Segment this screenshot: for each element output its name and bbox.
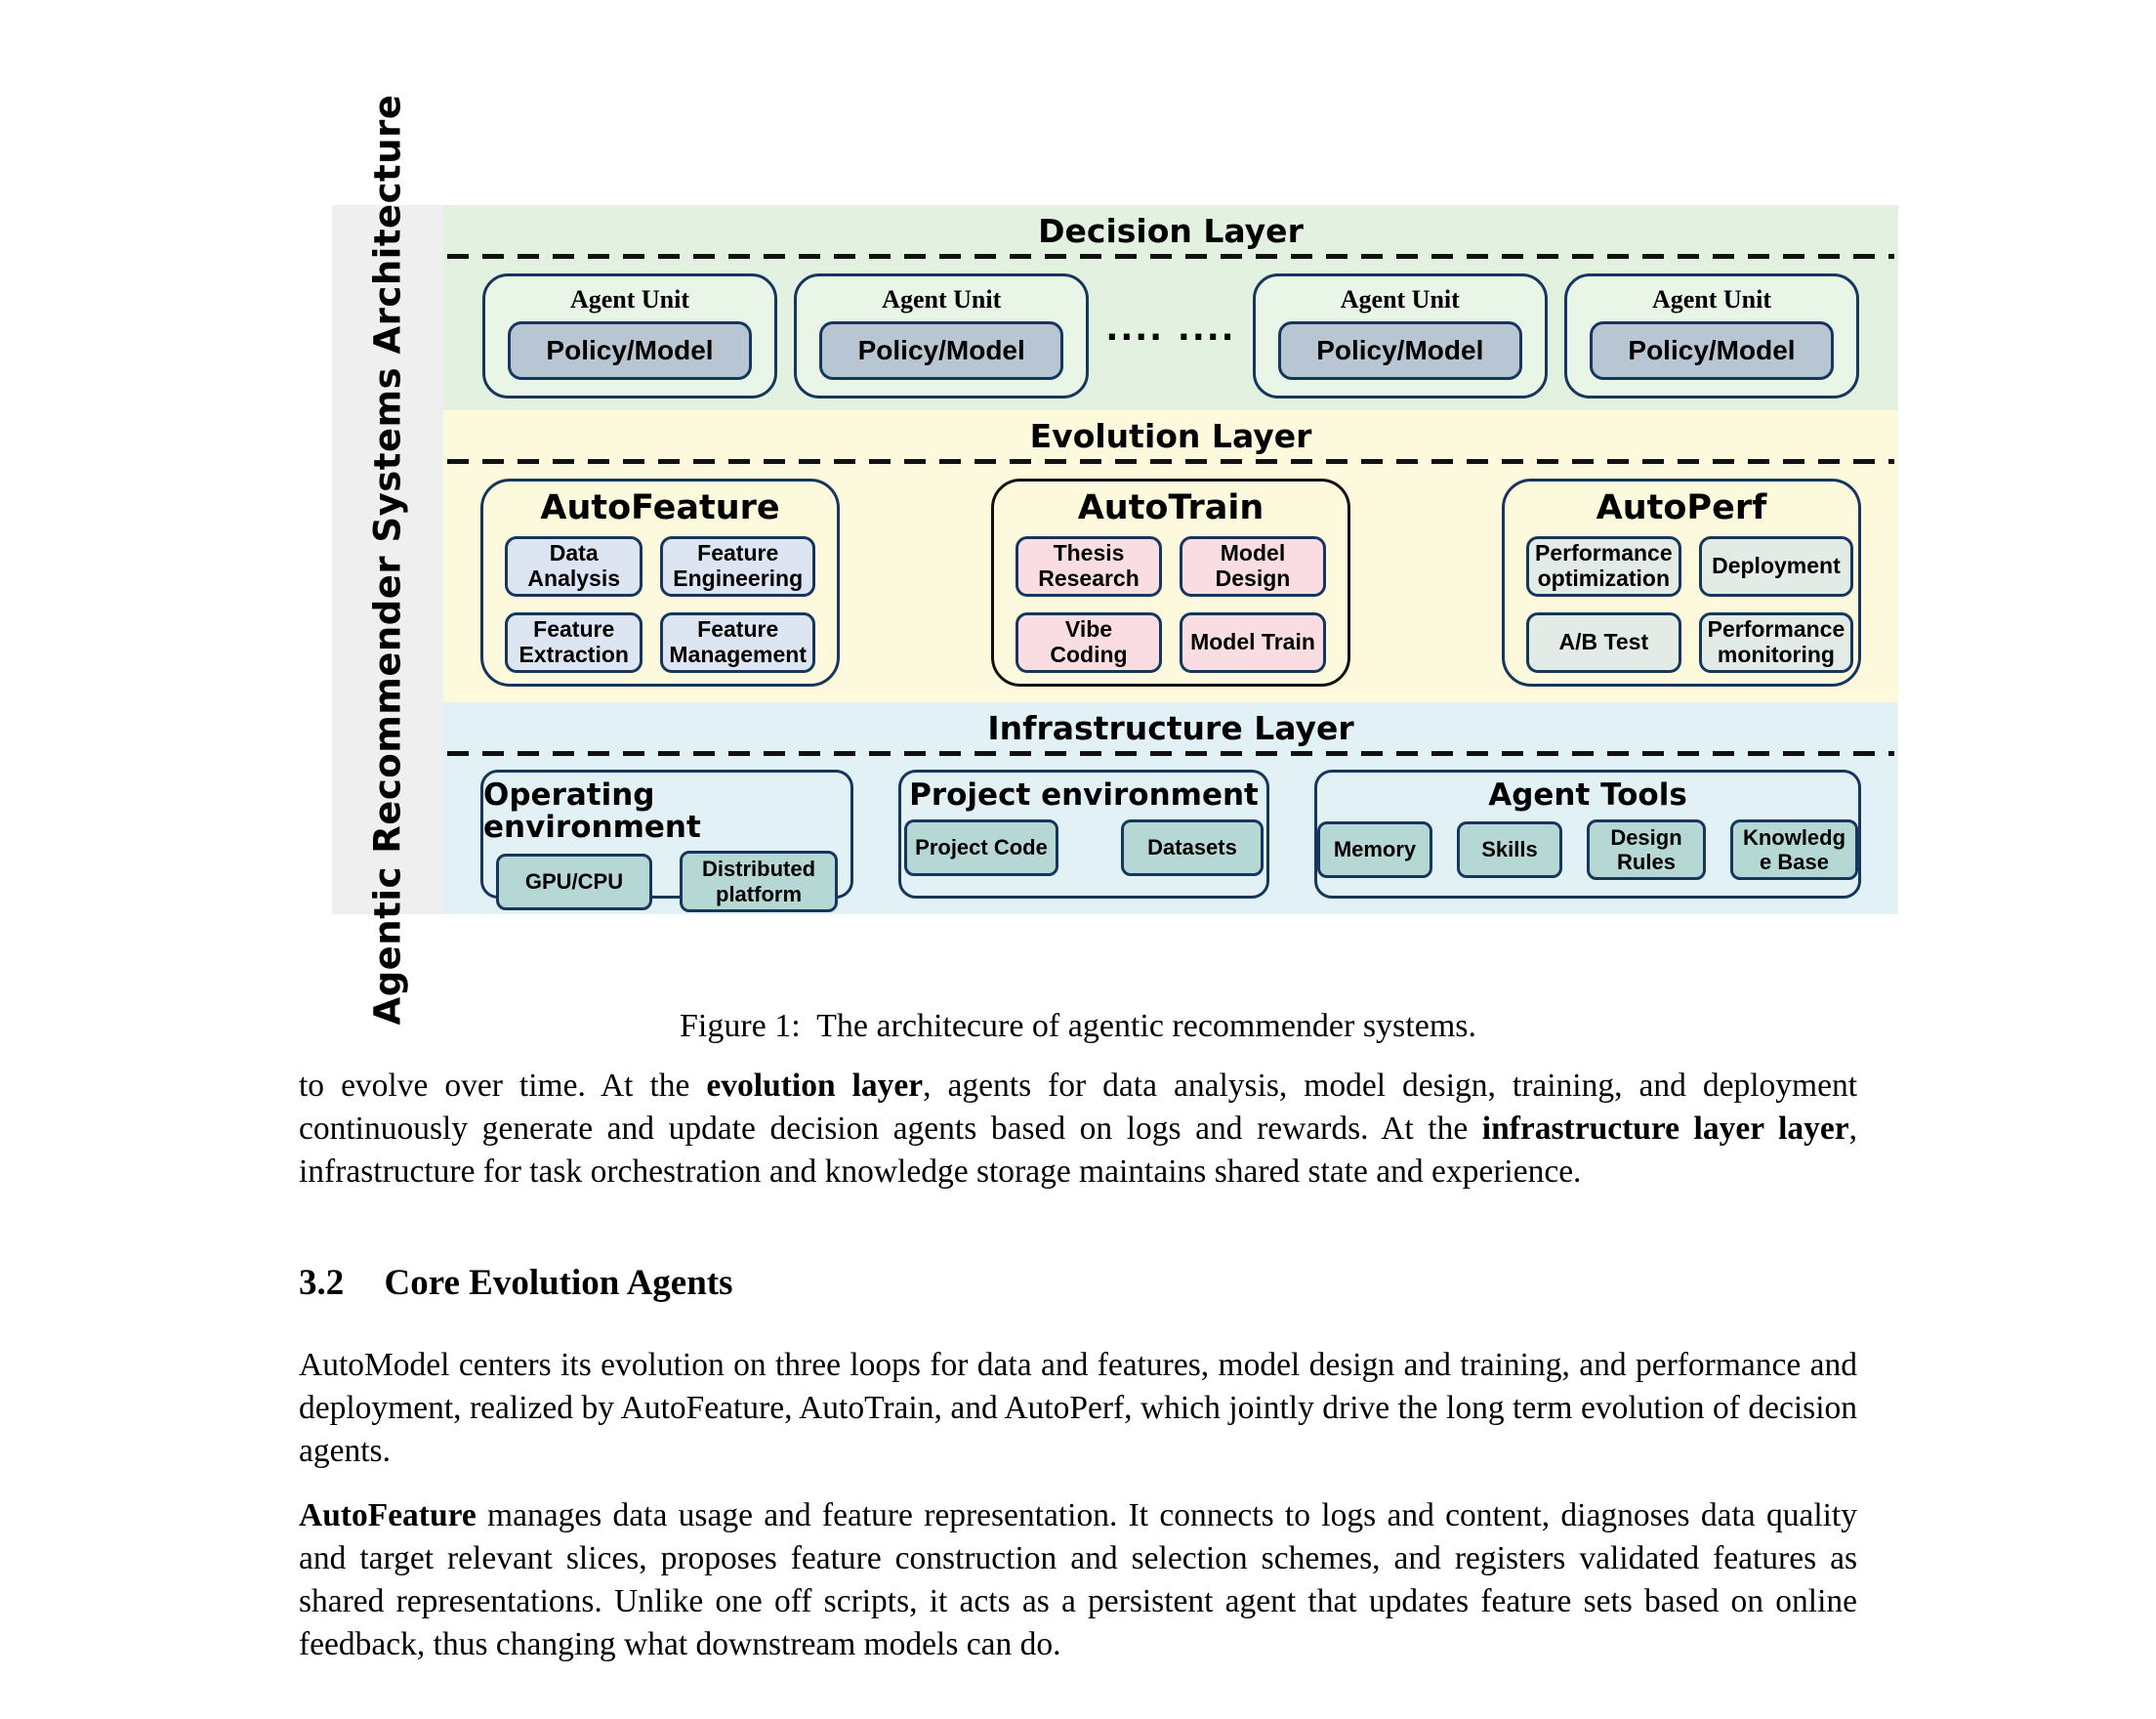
autofeature-group [480,479,840,687]
agent-unit-2 [794,273,1089,398]
section-heading [299,1262,1857,1305]
autotrain-title: AutoTrain [1077,488,1265,528]
feature-management-box: Feature Management [660,612,815,673]
evolution-layer-divider [447,459,1894,464]
agent-units-row [443,263,1898,409]
infrastructure-layer-title: Infrastructure Layer [987,709,1354,747]
decision-layer-title: Decision Layer [1038,212,1304,250]
policy-model-box: Policy/Model [1278,321,1522,380]
diagram-sidebar [332,94,443,1026]
model-design-box: Model Design [1180,536,1326,597]
paragraph-autofeature: AutoFeature manages data usage and feature representation. It connects to logs and content, diagnoses data quality and target relevant slices, proposes feature construction and selection schemes, and registers validated features as shared representations. Unlike one off scripts, it acts as a persistent agent that updates feature sets based on online feedback, thus changing what downstream models can do. [299,1497,1857,1662]
agent-unit-3 [1253,273,1548,398]
policy-model-box: Policy/Model [819,321,1063,380]
autoperf-title: AutoPerf [1596,488,1767,528]
datasets-box: Datasets [1121,819,1264,876]
thesis-research-box: Thesis Research [1016,536,1162,597]
autoperf-group [1502,479,1861,687]
paragraph-evolution-infrastructure: to evolve over time. At the evolution layer, agents for data analysis, model design, training, and deployment continuously generate and update decision agents based on logs and rewards. At the infrastructure layer layer, infrastructure for task orchestration and knowledge storage maintains shared state and experience. [299,1068,1857,1190]
design-rules-box: Design Rules [1587,819,1706,881]
infrastructure-groups-row [443,770,1898,906]
performance-optimization-box: Performance optimization [1526,536,1681,597]
diagram-bands [443,205,1898,914]
skills-box: Skills [1457,821,1562,878]
deployment-box: Deployment [1699,536,1854,597]
policy-model-box: Policy/Model [1590,321,1834,380]
paragraph-automodel: AutoModel centers its evolution on three loops for data and features, model design and training, and performance and deployment, realized by AutoFeature, AutoTrain, and AutoPerf, which jointly drive the long term evolution of decision agents. [299,1347,1857,1469]
vibe-coding-box: Vibe Coding [1016,612,1162,673]
agent-tools-title: Agent Tools [1488,777,1687,814]
evolution-layer-band [443,410,1898,702]
project-environment-group [898,770,1269,899]
operating-environment-items [496,851,838,912]
ellipsis-dots: .... .... [1105,309,1236,349]
operating-environment-group [480,770,853,906]
autofeature-items [505,536,815,673]
section-title: Core Evolution Agents [384,1263,733,1303]
operating-environment-title: Operating environment [483,777,701,845]
knowledge-base-box: Knowledge Base [1730,819,1858,881]
project-code-box: Project Code [904,819,1058,876]
agent-unit-title: Agent Unit [1340,285,1460,314]
agent-tools-group [1314,770,1861,899]
decision-layer-band [443,205,1898,410]
body-text [299,1065,1857,1666]
project-environment-items [904,819,1264,876]
autotrain-items [1016,536,1326,673]
infrastructure-layer-divider [447,751,1894,756]
agent-unit-title: Agent Unit [1651,285,1772,314]
model-train-box: Model Train [1180,612,1326,673]
autoperf-items [1526,536,1845,673]
evolution-layer-title: Evolution Layer [1029,417,1312,455]
policy-model-box: Policy/Model [508,321,752,380]
performance-monitoring-box: Performance monitoring [1699,612,1854,673]
infrastructure-layer-band [443,702,1898,914]
agent-unit-title: Agent Unit [882,285,1002,314]
feature-engineering-box: Feature Engineering [660,536,815,597]
feature-extraction-box: Feature Extraction [505,612,643,673]
agent-unit-title: Agent Unit [569,285,690,314]
memory-box: Memory [1317,821,1432,878]
agent-unit-4 [1564,273,1859,398]
decision-layer-divider [447,254,1894,259]
autofeature-title: AutoFeature [540,488,780,528]
project-environment-title: Project environment [909,777,1259,814]
figure-caption: Figure 1: The architecure of agentic recommender systems. [679,1008,1477,1044]
agent-unit-1 [482,273,777,398]
data-analysis-box: Data Analysis [505,536,643,597]
diagram-sidebar-label: Agentic Recommender Systems Architecture [366,94,409,1026]
gpu-cpu-box: GPU/CPU [496,854,652,910]
ab-test-box: A/B Test [1526,612,1681,673]
distributed-platform-box: Distributed platform [680,851,838,912]
section-number: 3.2 [299,1263,345,1303]
evolution-groups-row [443,479,1898,687]
autotrain-group [991,479,1350,687]
agent-tools-items [1317,819,1858,881]
